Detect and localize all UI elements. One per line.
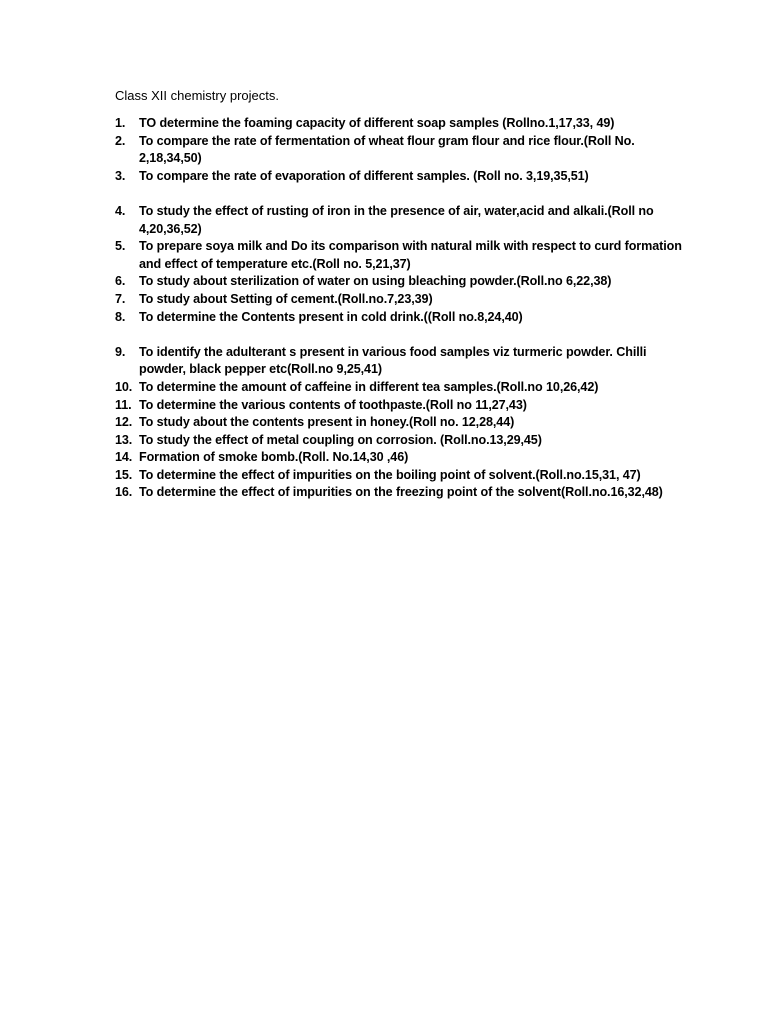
item-number: 9. [115, 344, 126, 359]
list-item [115, 344, 685, 379]
item-text: To determine the amount of caffeine in different tea samples.(Roll.no 10,26,42) [139, 379, 599, 394]
item-text: To study about sterilization of water on using bleaching powder.(Roll.no 6,22,38) [139, 274, 612, 289]
item-number: 3. [115, 168, 126, 183]
item-number: 6. [115, 274, 126, 289]
item-number: 7. [115, 291, 126, 306]
list-item [115, 397, 685, 415]
list-item [115, 484, 685, 502]
list-item [115, 309, 685, 327]
list-item [115, 273, 685, 291]
item-text: To compare the rate of fermentation of wheat flour gram flour and rice flour.(Roll No. 2,18,34,50) [139, 133, 635, 166]
list-item [115, 379, 685, 397]
item-number: 8. [115, 309, 126, 324]
item-number: 12. [115, 415, 133, 430]
item-number: 1. [115, 116, 126, 130]
item-text: Formation of smoke bomb.(Roll. No.14,30 ,46) [139, 450, 409, 465]
item-text: To study the effect of metal coupling on corrosion. (Roll.no.13,29,45) [139, 432, 542, 447]
item-text: To study about the contents present in honey.(Roll no. 12,28,44) [139, 415, 515, 430]
project-list [115, 115, 685, 502]
list-item [115, 133, 685, 168]
item-text: To identify the adulterant s present in various food samples viz turmeric powder. Chilli powder, black pepper etc(Roll.no 9,25,41) [139, 344, 647, 377]
list-item [115, 238, 685, 273]
item-text: To determine the various contents of toothpaste.(Roll no 11,27,43) [139, 397, 527, 412]
item-number: 11. [115, 397, 132, 412]
item-text: To determine the effect of impurities on the freezing point of the solvent(Roll.no.16,32,48) [139, 485, 663, 500]
item-number: 15. [115, 467, 133, 482]
item-text: To study the effect of rusting of iron in the presence of air, water,acid and alkali.(Roll no 4,20,36,52) [139, 203, 654, 236]
item-number: 4. [115, 203, 126, 218]
document-heading: Class XII chemistry projects. [115, 88, 279, 103]
item-number: 5. [115, 239, 126, 254]
item-text: To compare the rate of evaporation of different samples. (Roll no. 3,19,35,51) [139, 168, 589, 183]
item-text: To determine the effect of impurities on the boiling point of solvent.(Roll.no.15,31, 47) [139, 467, 641, 482]
item-number: 13. [115, 432, 133, 447]
list-item [115, 449, 685, 467]
list-item [115, 467, 685, 485]
item-text: TO determine the foaming capacity of different soap samples (Rollno.1,17,33, 49) [139, 116, 615, 130]
item-number: 14. [115, 450, 133, 465]
list-item [115, 115, 685, 133]
item-text: To study about Setting of cement.(Roll.no.7,23,39) [139, 291, 433, 306]
list-item [115, 414, 685, 432]
item-text: To prepare soya milk and Do its comparison with natural milk with respect to curd formation and effect of temperature etc.(Roll no. 5,21,37) [139, 239, 682, 271]
item-text: To determine the Contents present in cold drink.((Roll no.8,24,40) [139, 309, 523, 324]
list-item [115, 203, 685, 238]
item-number: 2. [115, 133, 126, 148]
list-item [115, 291, 685, 309]
item-number: 16. [115, 485, 133, 500]
item-number: 10. [115, 379, 133, 394]
list-item [115, 432, 685, 450]
list-item [115, 168, 685, 186]
